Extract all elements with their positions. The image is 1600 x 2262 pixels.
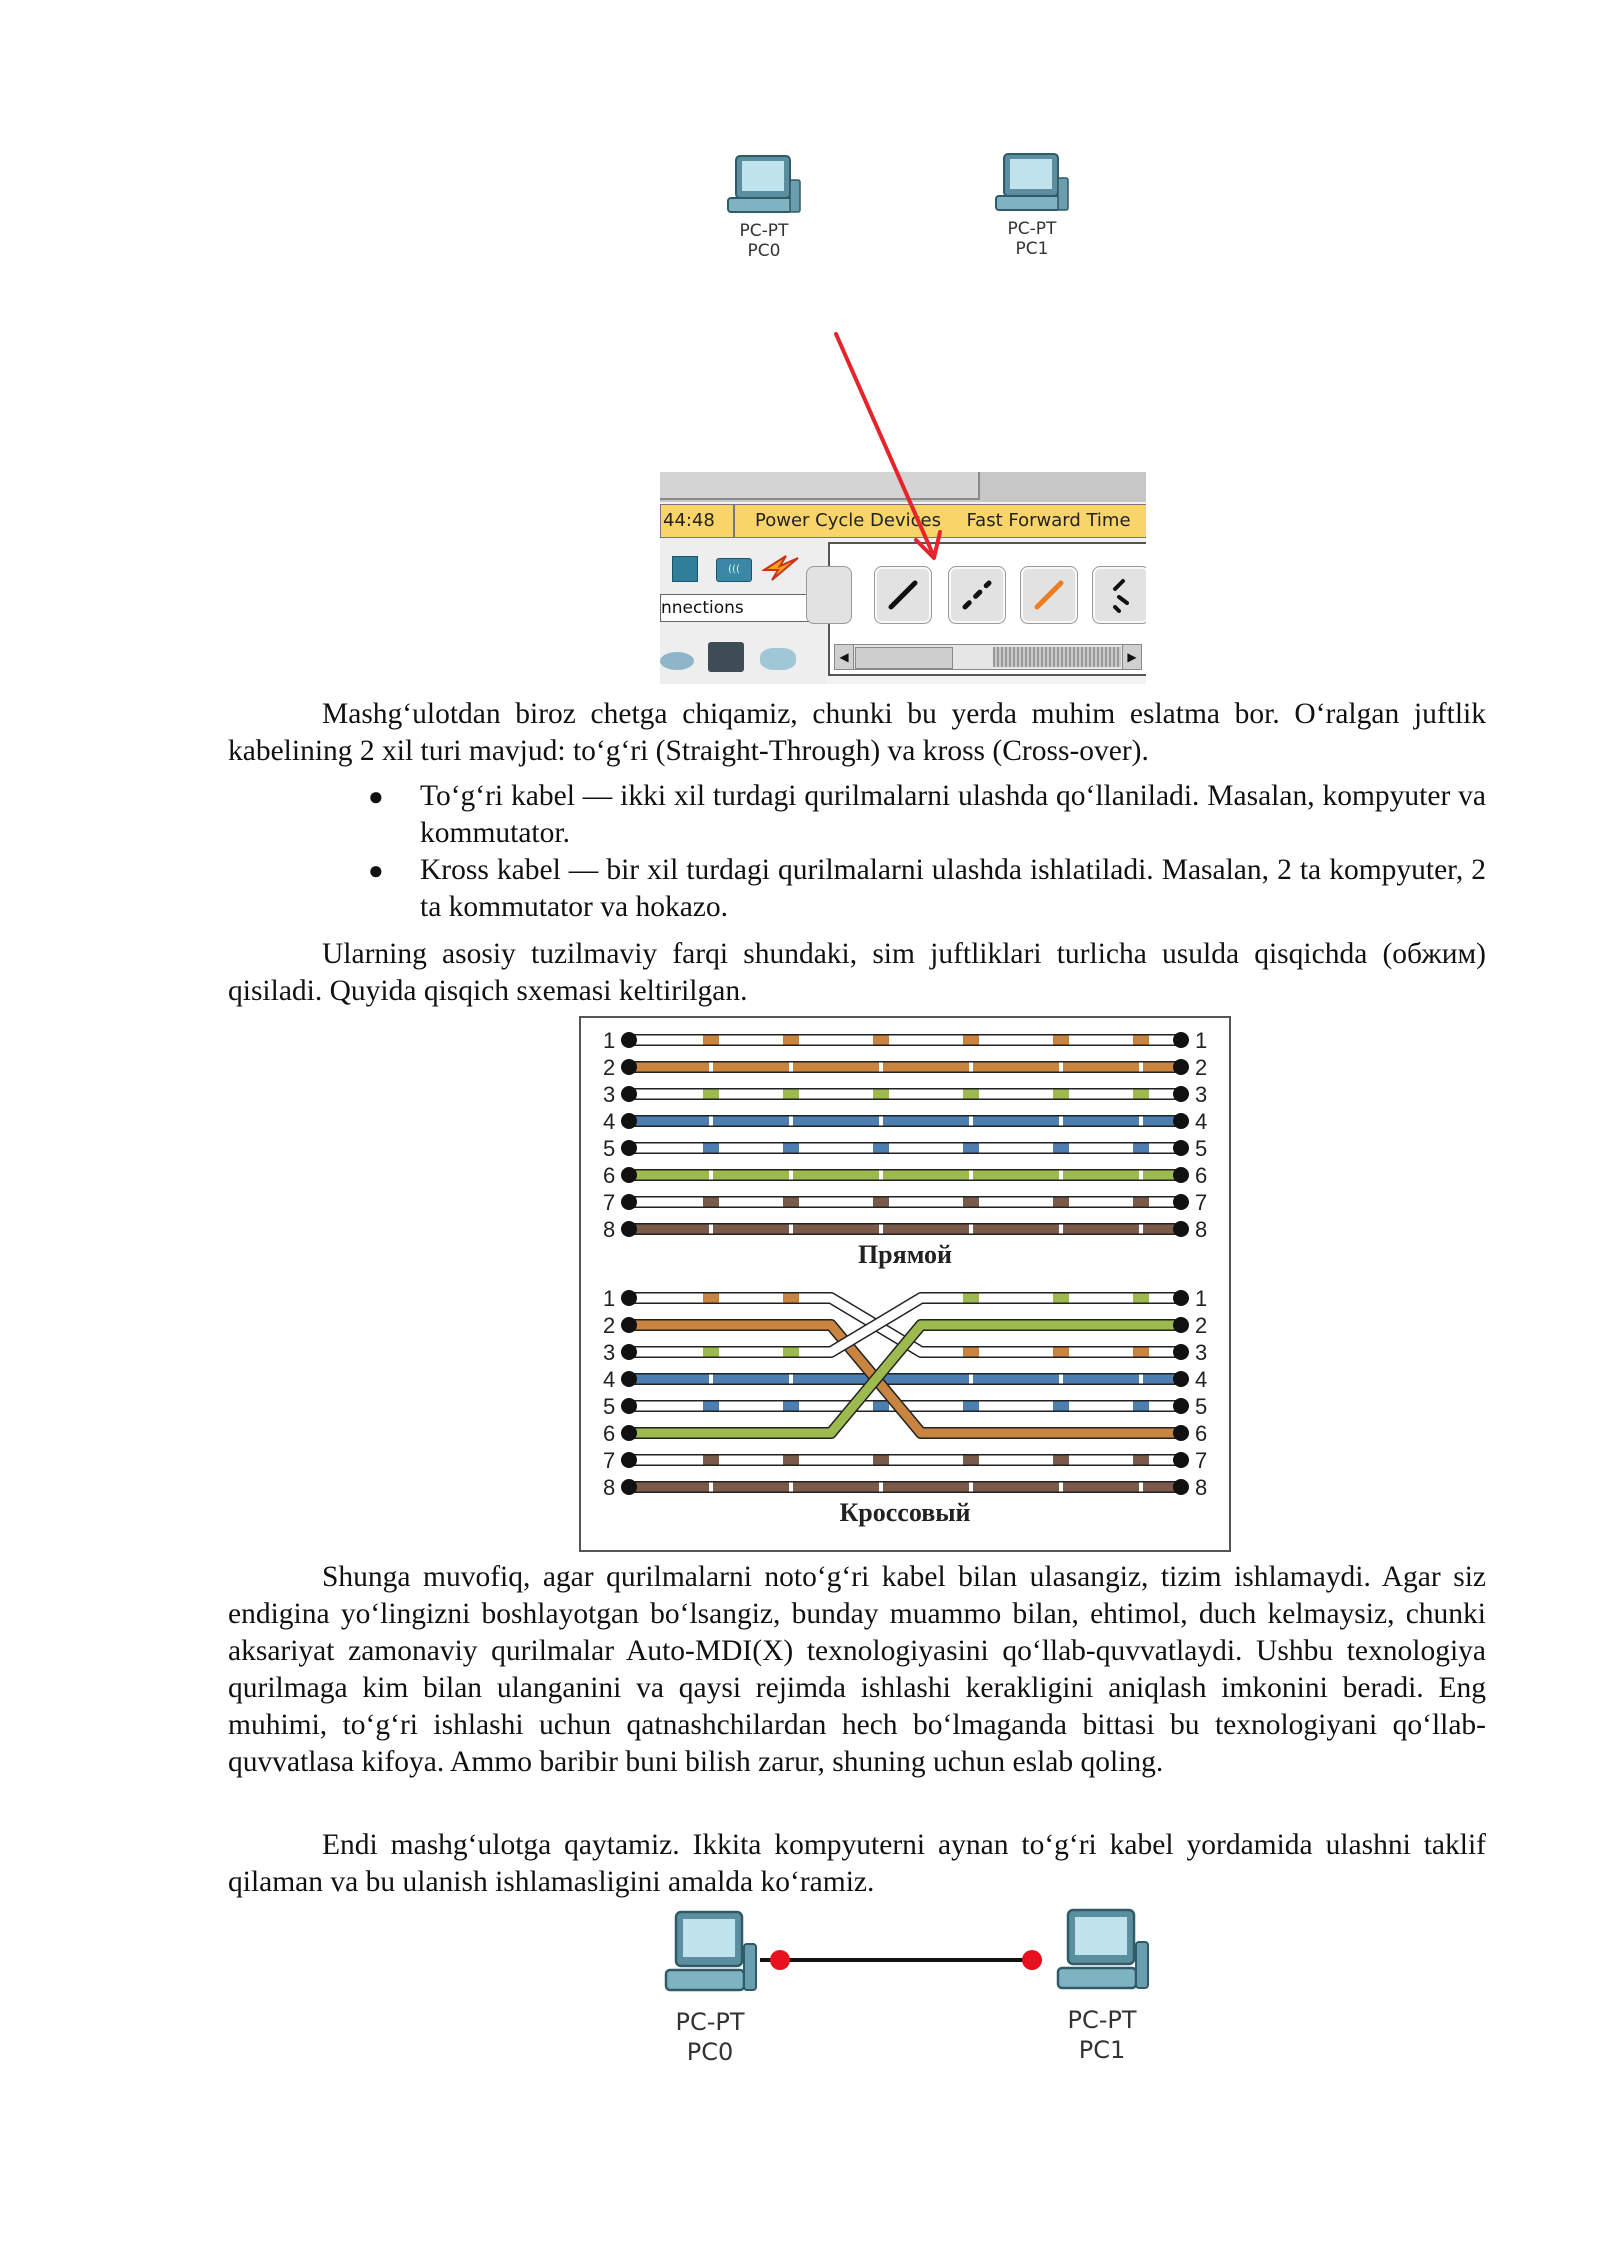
scroll-right-arrow[interactable]: ▶: [1122, 645, 1141, 669]
wiring-diagram-frame: [579, 1016, 1231, 1552]
hub-icon[interactable]: [660, 652, 694, 670]
scroll-left-arrow[interactable]: ◀: [835, 645, 854, 669]
svg-text:1: 1: [603, 1286, 616, 1311]
svg-text:5: 5: [603, 1136, 616, 1161]
fiber-icon[interactable]: [1020, 566, 1078, 624]
svg-text:8: 8: [603, 1217, 616, 1242]
svg-text:8: 8: [1195, 1217, 1208, 1242]
link-status-dot-left: [770, 1950, 790, 1970]
bullet-cross: [368, 852, 1486, 926]
svg-text:3: 3: [603, 1082, 616, 1107]
svg-text:3: 3: [603, 1340, 616, 1365]
device-icon[interactable]: [708, 642, 744, 672]
category-name-box: [660, 594, 822, 622]
pc-name-label: PC0: [747, 241, 781, 261]
pc-icon: [990, 150, 1074, 214]
bottom-pc0[interactable]: [658, 1908, 762, 2068]
svg-text:2: 2: [603, 1313, 616, 1338]
bullet-straight-text: To‘g‘ri kabel — ikki xil turdagi qurilmalarni ulashda qo‘llaniladi. Masalan, kompyuter va kommutator.: [420, 780, 1486, 849]
svg-text:6: 6: [1195, 1421, 1208, 1446]
scroll-thumb[interactable]: [855, 647, 953, 669]
svg-text:4: 4: [603, 1109, 616, 1134]
power-cycle-button[interactable]: Power Cycle Devices: [755, 510, 941, 531]
pc-type-label: PC-PT: [739, 221, 789, 241]
svg-text:2: 2: [1195, 1313, 1208, 1338]
horizontal-scrollbar[interactable]: [834, 644, 1142, 670]
wireless-icon[interactable]: [760, 648, 796, 670]
copper-cross-over-icon[interactable]: [948, 566, 1006, 624]
pc-name-label: PC1: [1015, 239, 1049, 259]
svg-text:4: 4: [603, 1367, 616, 1392]
pc-name-label: PC0: [686, 2038, 734, 2066]
svg-text:7: 7: [1195, 1448, 1208, 1473]
svg-text:1: 1: [1195, 1028, 1208, 1053]
pc-type-label: PC-PT: [1067, 2006, 1137, 2034]
copper-straight-through-icon[interactable]: [874, 566, 932, 624]
console-icon[interactable]: [1092, 566, 1146, 624]
svg-text:2: 2: [1195, 1055, 1208, 1080]
pc-type-label: PC-PT: [675, 2008, 745, 2036]
fast-forward-button[interactable]: Fast Forward Time: [966, 510, 1131, 531]
svg-text:1: 1: [603, 1028, 616, 1053]
paragraph-return: Endi mashg‘ulotga qaytamiz. Ikkita kompyuterni aynan to‘g‘ri kabel yordamida ulashni taklif qilaman va bu ulanish ishlamasligini amalda ko‘ramiz.: [228, 1829, 1486, 1898]
switch-category-icon[interactable]: (((: [716, 558, 752, 582]
pc-icon: [1050, 1906, 1154, 1998]
svg-text:6: 6: [1195, 1163, 1208, 1188]
straight-label: Прямой: [857, 1240, 953, 1269]
svg-text:8: 8: [1195, 1475, 1208, 1500]
svg-text:7: 7: [603, 1448, 616, 1473]
link-status-dot-right: [1022, 1950, 1042, 1970]
bullet-dot: ●: [368, 782, 384, 811]
category-name-text: nnections: [661, 598, 744, 618]
bullet-cross-text: Kross kabel — bir xil turdagi qurilmalarni ulashda ishlatiladi. Masalan, 2 ta kompyuter, 2 ta kommutator va hokazo.: [420, 854, 1486, 923]
top-pc1[interactable]: [990, 150, 1074, 260]
bullet-straight: [368, 778, 1486, 852]
time-display: [660, 504, 734, 538]
paragraph-intro: Mashg‘ulotdan biroz chetga chiqamiz, chunki bu yerda muhim eslatma bor. O‘ralgan juftlik kabelining 2 xil turi mavjud: to‘g‘ri (Straight-Through) va kross (Cross-over).: [228, 698, 1486, 767]
red-pointer-arrow: [820, 326, 960, 566]
time-text: 44:48: [663, 510, 715, 531]
svg-text:7: 7: [1195, 1190, 1208, 1215]
svg-text:4: 4: [1195, 1367, 1208, 1392]
svg-text:3: 3: [1195, 1340, 1208, 1365]
svg-text:8: 8: [603, 1475, 616, 1500]
bottom-pc1[interactable]: [1050, 1906, 1154, 2066]
device-categories: [660, 538, 826, 684]
svg-text:7: 7: [603, 1190, 616, 1215]
top-pc0[interactable]: [722, 152, 806, 262]
svg-text:5: 5: [1195, 1136, 1208, 1161]
router-category-icon[interactable]: [672, 556, 698, 582]
svg-text:6: 6: [603, 1421, 616, 1446]
network-link[interactable]: [740, 1944, 1060, 1984]
svg-text:2: 2: [603, 1055, 616, 1080]
connections-lightning-icon[interactable]: [762, 552, 802, 584]
crossover-label: Кроссовый: [839, 1498, 971, 1527]
svg-text:1: 1: [1195, 1286, 1208, 1311]
pc-icon: [722, 152, 806, 216]
wiring-diagram: [581, 1018, 1229, 1550]
paragraph-auto-mdix: Shunga muvofiq, agar qurilmalarni noto‘g‘ri kabel bilan ulasangiz, tizim ishlamaydi. Agar siz endigina yo‘lingizni boshlayotgan bo‘lsangiz, bunday muammo bilan, ehtimol, duch kelmaysiz, chunki aksariyat zamonaviy qurilmalar Auto-MDI(X) texnologiyasini qo‘llab-quvvatlaydi. Ushbu texnologiya qurilmaga kim bilan ulanganini va qaysi rejimda ishlashi kerakligini aniqlash imkonini beradi. Eng muhimi, to‘g‘ri ishlashi uchun qatnashchilardan hech bo‘lmaganda bittasi bu texnologiyani qo‘llab-quvvatlasa kifoya. Ammo baribir buni bilish zarur, shuning uchun eslab qoling.: [228, 1561, 1486, 1778]
pc-name-label: PC1: [1078, 2036, 1126, 2064]
svg-text:6: 6: [603, 1163, 616, 1188]
pc-type-label: PC-PT: [1007, 219, 1057, 239]
svg-text:5: 5: [603, 1394, 616, 1419]
svg-text:3: 3: [1195, 1082, 1208, 1107]
paragraph-crimp: Ularning asosiy tuzilmaviy farqi shundaki, sim juftliklari turlicha usulda qisqichda (обжим) qisiladi. Quyida qisqich sxemasi keltirilgan.: [228, 938, 1486, 1007]
bullet-dot: ●: [368, 856, 384, 885]
svg-text:4: 4: [1195, 1109, 1208, 1134]
svg-text:5: 5: [1195, 1394, 1208, 1419]
